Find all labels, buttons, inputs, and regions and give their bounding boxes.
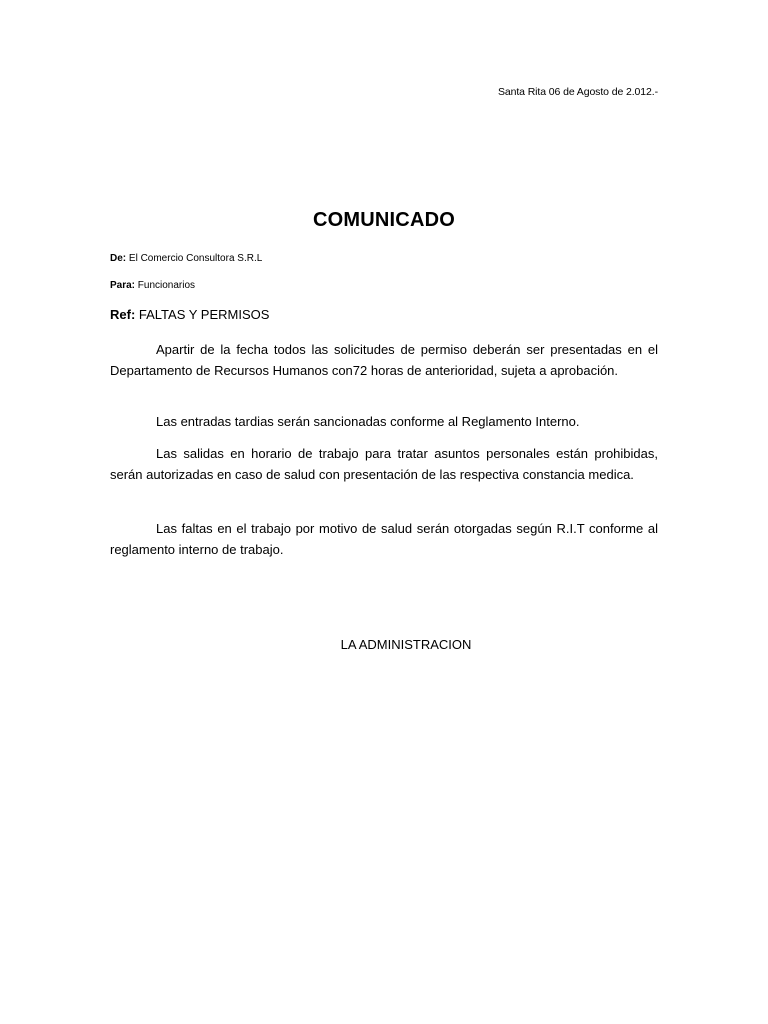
signature: LA ADMINISTRACION: [340, 637, 472, 652]
ref-value: FALTAS Y PERMISOS: [135, 307, 270, 322]
to-label: Para:: [110, 280, 136, 291]
paragraph-health-absences: Las faltas en el trabajo por motivo de salud serán otorgadas según R.I.T conforme al reglamento interno de trabajo.: [110, 521, 658, 557]
to-line: [110, 280, 195, 291]
from-label: De:: [110, 253, 127, 264]
from-value: El Comercio Consultora S.R.L: [126, 253, 263, 264]
document-date: Santa Rita 06 de Agosto de 2.012.-: [497, 86, 658, 98]
document-title: COMUNICADO: [313, 209, 455, 231]
from-line: [110, 253, 262, 264]
ref-label: Ref:: [110, 307, 136, 322]
reference-line: [110, 307, 269, 322]
to-value: Funcionarios: [135, 280, 196, 291]
paragraph-permissions: Apartir de la fecha todos las solicitudes de permiso deberán ser presentadas en el Departamento de Recursos Humanos con72 horas de anterioridad, sujeta a aprobación.: [110, 342, 658, 378]
paragraph-late-arrivals: Las entradas tardias serán sancionadas conforme al Reglamento Interno.: [156, 414, 580, 429]
paragraph-work-hours-exits: Las salidas en horario de trabajo para tratar asuntos personales están prohibidas, serán autorizadas en caso de salud con presentación de las respectiva constancia medica.: [110, 446, 658, 482]
